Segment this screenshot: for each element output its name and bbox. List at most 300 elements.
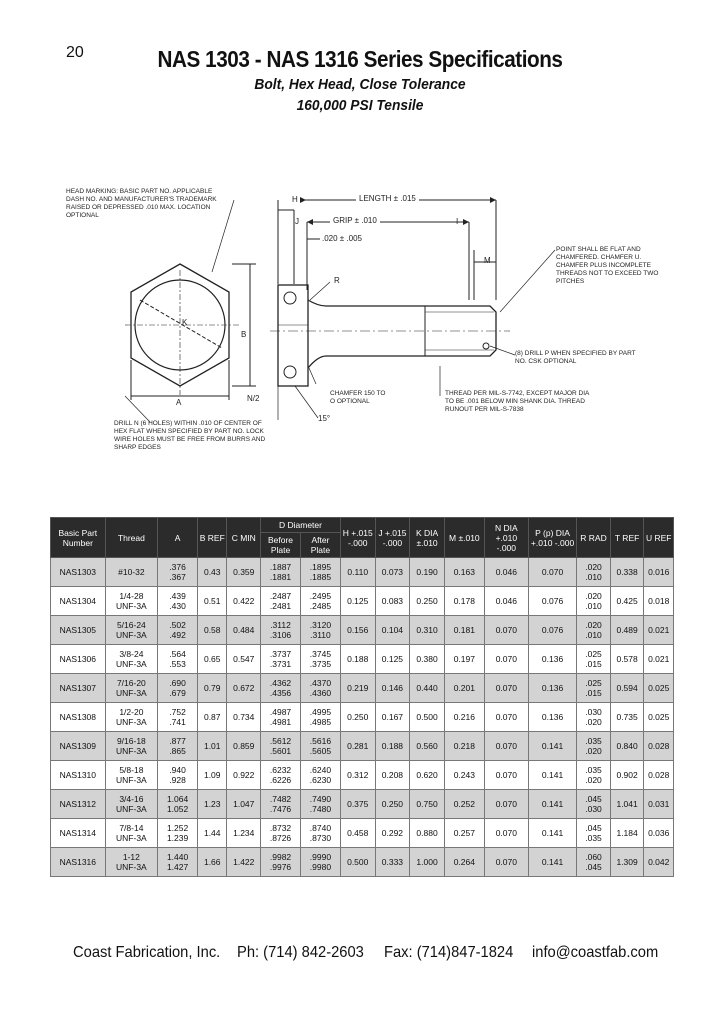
header-k: K DIA ±.010 bbox=[410, 518, 445, 558]
cell-c-value: 1.234 bbox=[233, 828, 255, 838]
cell-d-before bbox=[261, 558, 301, 587]
cell-r-value: .020 bbox=[585, 562, 602, 572]
cell-j-value: 0.333 bbox=[381, 857, 404, 867]
cell-j-value: 0.188 bbox=[381, 741, 404, 751]
cell-d-before-value: .4981 bbox=[269, 717, 292, 727]
cell-h-value: 0.125 bbox=[347, 596, 369, 606]
header-p: P (p) DIA +.010 -.000 bbox=[528, 518, 576, 558]
cell-part-number-value: NAS1310 bbox=[59, 770, 96, 780]
cell-thread-value: 7/8-14 bbox=[119, 823, 144, 833]
cell-thread-value: UNF-3A bbox=[116, 630, 147, 640]
cell-d-before-value: .1887 bbox=[269, 562, 292, 572]
cell-j-value: 0.292 bbox=[381, 828, 404, 838]
cell-c-value: 1.422 bbox=[233, 857, 255, 867]
drill-n-note: DRILL N (6 HOLES) WITHIN .010 OF CENTER OF HEX FLAT WHEN SPECIFIED BY PART NO. LOCK WIRE HOLES MUST BE FREE FROM BURRS AND SHARP EDGES bbox=[114, 420, 266, 451]
cell-a bbox=[158, 587, 198, 616]
cell-k-value: 1.000 bbox=[416, 857, 438, 867]
cell-d-after-value: .1885 bbox=[309, 572, 332, 582]
cell-a bbox=[158, 616, 198, 645]
cell-u bbox=[644, 732, 674, 761]
cell-c bbox=[227, 819, 261, 848]
cell-u-value: 0.028 bbox=[648, 770, 670, 780]
cell-thread-value: 5/8-18 bbox=[119, 765, 144, 775]
cell-a-value: .928 bbox=[169, 775, 186, 785]
cell-r-value: .035 bbox=[585, 833, 602, 843]
cell-r-value: .020 bbox=[585, 620, 602, 630]
cell-p-value: 0.141 bbox=[541, 770, 564, 780]
cell-r-value: .025 bbox=[585, 649, 602, 659]
table-row bbox=[51, 819, 674, 848]
table-row bbox=[51, 761, 674, 790]
cell-t bbox=[610, 703, 644, 732]
cell-d-before-value: .9982 bbox=[269, 852, 292, 862]
cell-h-value: 0.156 bbox=[347, 625, 369, 635]
cell-n-value: 0.070 bbox=[495, 799, 517, 809]
cell-k-value: 0.250 bbox=[416, 596, 438, 606]
cell-d-before-value: .7476 bbox=[269, 804, 292, 814]
cell-r-value: .020 bbox=[585, 591, 602, 601]
cell-b-value: 0.87 bbox=[203, 712, 221, 722]
cell-m bbox=[444, 703, 484, 732]
cell-d-after-value: .4995 bbox=[309, 707, 332, 717]
point-note: POINT SHALL BE FLAT AND CHAMFERED. CHAMFER U. CHAMFER PLUS INCOMPLETE THREADS NOT TO EXCEED TWO PITCHES bbox=[556, 246, 659, 285]
cell-a-value: .679 bbox=[169, 688, 186, 698]
cell-thread-value: 9/16-18 bbox=[116, 736, 146, 746]
cell-thread bbox=[105, 732, 158, 761]
cell-j-value: 0.250 bbox=[381, 799, 404, 809]
cell-part-number bbox=[51, 703, 106, 732]
cell-m-value: 0.216 bbox=[453, 712, 475, 722]
cell-r-value: .010 bbox=[585, 601, 602, 611]
header-j: J +.015 -.000 bbox=[375, 518, 410, 558]
cell-m bbox=[444, 587, 484, 616]
cell-j bbox=[375, 703, 410, 732]
cell-b-value: 0.58 bbox=[203, 625, 221, 635]
header-r: R RAD bbox=[577, 518, 611, 558]
header-b: B REF bbox=[198, 518, 227, 558]
cell-part-number bbox=[51, 645, 106, 674]
cell-d-before bbox=[261, 674, 301, 703]
cell-d-after bbox=[300, 616, 340, 645]
cell-thread-value: 1/4-28 bbox=[119, 591, 144, 601]
cell-u-value: 0.016 bbox=[648, 567, 670, 577]
cell-t bbox=[610, 587, 644, 616]
cell-part-number bbox=[51, 587, 106, 616]
cell-m bbox=[444, 761, 484, 790]
table-row bbox=[51, 558, 674, 587]
cell-d-after bbox=[300, 790, 340, 819]
cell-a-value: 1.239 bbox=[166, 833, 189, 843]
cell-thread-value: 1/2-20 bbox=[119, 707, 144, 717]
cell-t bbox=[610, 645, 644, 674]
cell-h-value: 0.375 bbox=[347, 799, 369, 809]
label-h: H bbox=[292, 195, 298, 204]
cell-b bbox=[198, 587, 227, 616]
cell-j-value: 0.125 bbox=[381, 654, 404, 664]
cell-j-value: 0.208 bbox=[381, 770, 404, 780]
cell-p bbox=[528, 703, 576, 732]
table-row bbox=[51, 616, 674, 645]
cell-a-value: .502 bbox=[169, 620, 186, 630]
cell-c-value: 0.422 bbox=[233, 596, 255, 606]
cell-a-value: 1.252 bbox=[166, 823, 189, 833]
cell-n bbox=[484, 674, 528, 703]
cell-b-value: 1.23 bbox=[203, 799, 221, 809]
cell-a bbox=[158, 645, 198, 674]
cell-t-value: 0.594 bbox=[616, 683, 638, 693]
cell-d-before-value: .1881 bbox=[269, 572, 292, 582]
cell-c-value: 0.359 bbox=[233, 567, 255, 577]
cell-part-number-value: NAS1314 bbox=[59, 828, 96, 838]
cell-k bbox=[410, 732, 445, 761]
cell-thread-value: UNF-3A bbox=[116, 601, 147, 611]
footer-email[interactable]: info@coastfab.com bbox=[532, 944, 659, 961]
cell-d-before bbox=[261, 703, 301, 732]
cell-part-number bbox=[51, 848, 106, 877]
cell-r bbox=[577, 674, 611, 703]
cell-k bbox=[410, 819, 445, 848]
cell-b-value: 0.51 bbox=[203, 596, 221, 606]
cell-t-value: 0.338 bbox=[616, 567, 638, 577]
cell-j-value: 0.083 bbox=[381, 596, 404, 606]
cell-d-after-value: .6230 bbox=[309, 775, 332, 785]
cell-p-value: 0.141 bbox=[541, 828, 564, 838]
cell-d-after bbox=[300, 587, 340, 616]
cell-u-value: 0.042 bbox=[648, 857, 670, 867]
table-row bbox=[51, 587, 674, 616]
cell-t bbox=[610, 819, 644, 848]
cell-n-value: 0.070 bbox=[495, 683, 517, 693]
cell-j-value: 0.146 bbox=[381, 683, 404, 693]
cell-a-value: 1.064 bbox=[166, 794, 189, 804]
cell-b-value: 0.65 bbox=[203, 654, 221, 664]
cell-thread bbox=[105, 674, 158, 703]
cell-m bbox=[444, 732, 484, 761]
footer-phone: Ph: (714) 842-2603 bbox=[237, 944, 364, 961]
cell-b-value: 1.01 bbox=[203, 741, 221, 751]
cell-a-value: .690 bbox=[169, 678, 186, 688]
cell-u bbox=[644, 819, 674, 848]
drill-p-note: (8) DRILL P WHEN SPECIFIED BY PART NO. CSK OPTIONAL bbox=[515, 350, 636, 365]
cell-part-number-value: NAS1303 bbox=[59, 567, 96, 577]
label-m: M bbox=[484, 256, 491, 265]
cell-j bbox=[375, 616, 410, 645]
cell-d-after bbox=[300, 558, 340, 587]
cell-a-value: .553 bbox=[169, 659, 186, 669]
cell-d-after-value: .4370 bbox=[309, 678, 332, 688]
cell-d-before-value: .3731 bbox=[269, 659, 292, 669]
label-j: J bbox=[295, 217, 299, 226]
cell-k-value: 0.750 bbox=[416, 799, 438, 809]
cell-d-before-value: .4987 bbox=[269, 707, 292, 717]
cell-c bbox=[227, 703, 261, 732]
cell-h bbox=[340, 558, 375, 587]
cell-c bbox=[227, 790, 261, 819]
cell-part-number-value: NAS1307 bbox=[59, 683, 96, 693]
cell-k-value: 0.190 bbox=[416, 567, 438, 577]
cell-r-value: .010 bbox=[585, 630, 602, 640]
cell-k bbox=[410, 848, 445, 877]
cell-thread bbox=[105, 703, 158, 732]
cell-thread-value: 5/16-24 bbox=[116, 620, 146, 630]
cell-m-value: 0.218 bbox=[453, 741, 475, 751]
table-row bbox=[51, 848, 674, 877]
cell-r-value: .015 bbox=[585, 659, 602, 669]
cell-part-number bbox=[51, 732, 106, 761]
cell-d-after bbox=[300, 761, 340, 790]
cell-a bbox=[158, 819, 198, 848]
cell-b bbox=[198, 732, 227, 761]
cell-d-before-value: .3112 bbox=[270, 620, 291, 630]
cell-k bbox=[410, 645, 445, 674]
chamfer-note: CHAMFER 150 TO O OPTIONAL bbox=[330, 390, 386, 405]
cell-a-value: .492 bbox=[169, 630, 186, 640]
cell-a bbox=[158, 790, 198, 819]
header-n: N DIA +.010 -.000 bbox=[484, 518, 528, 558]
cell-c-value: 0.672 bbox=[233, 683, 255, 693]
footer-company: Coast Fabrication, Inc. bbox=[73, 944, 221, 961]
cell-n bbox=[484, 703, 528, 732]
cell-a-value: .940 bbox=[169, 765, 186, 775]
cell-thread-value: UNF-3A bbox=[116, 833, 147, 843]
header-c: C MIN bbox=[227, 518, 261, 558]
cell-t bbox=[610, 761, 644, 790]
cell-k bbox=[410, 703, 445, 732]
cell-p-value: 0.136 bbox=[541, 712, 564, 722]
cell-b bbox=[198, 848, 227, 877]
cell-d-before bbox=[261, 616, 301, 645]
cell-k bbox=[410, 761, 445, 790]
cell-b-value: 0.43 bbox=[203, 567, 221, 577]
header-u: U REF bbox=[644, 518, 674, 558]
cell-thread-value: 3/4-16 bbox=[119, 794, 144, 804]
table-row bbox=[51, 645, 674, 674]
cell-j bbox=[375, 761, 410, 790]
cell-h bbox=[340, 848, 375, 877]
cell-m bbox=[444, 819, 484, 848]
cell-m-value: 0.197 bbox=[453, 654, 475, 664]
cell-r-value: .045 bbox=[585, 794, 602, 804]
header-d-after: After Plate bbox=[300, 533, 340, 558]
cell-part-number-value: NAS1316 bbox=[59, 857, 96, 867]
cell-j-value: 0.104 bbox=[381, 625, 404, 635]
cell-t-value: 1.041 bbox=[616, 799, 638, 809]
cell-k-value: 0.880 bbox=[416, 828, 438, 838]
cell-b bbox=[198, 761, 227, 790]
cell-p-value: 0.076 bbox=[541, 625, 564, 635]
cell-k-value: 0.380 bbox=[416, 654, 438, 664]
table-row bbox=[51, 703, 674, 732]
cell-u-value: 0.036 bbox=[648, 828, 670, 838]
cell-a bbox=[158, 674, 198, 703]
cell-p bbox=[528, 674, 576, 703]
head-marking-note: HEAD MARKING: BASIC PART NO. APPLICABLE DASH NO. AND MANUFACTURER'S TRADEMARK RAISED OR DEPRESSED .010 MAX. LOCATION OPTIONAL bbox=[66, 188, 217, 219]
cell-d-before bbox=[261, 819, 301, 848]
cell-c bbox=[227, 848, 261, 877]
cell-c-value: 1.047 bbox=[233, 799, 255, 809]
footer-fax: Fax: (714)847-1824 bbox=[384, 944, 514, 961]
length-dimension-label: LENGTH ± .015 bbox=[356, 194, 419, 203]
cell-a bbox=[158, 558, 198, 587]
cell-u-value: 0.025 bbox=[648, 712, 670, 722]
cell-a-value: .865 bbox=[169, 746, 186, 756]
cell-thread-value: 3/8-24 bbox=[119, 649, 144, 659]
cell-c bbox=[227, 674, 261, 703]
bolt-shank bbox=[308, 300, 496, 368]
cell-u bbox=[644, 645, 674, 674]
cell-part-number bbox=[51, 790, 106, 819]
cell-d-after-value: .8740 bbox=[309, 823, 332, 833]
cell-r bbox=[577, 761, 611, 790]
cell-p-value: 0.141 bbox=[541, 799, 564, 809]
cell-r bbox=[577, 703, 611, 732]
cell-d-after-value: .2495 bbox=[309, 591, 332, 601]
cell-part-number-value: NAS1312 bbox=[59, 799, 96, 809]
cell-part-number-value: NAS1309 bbox=[59, 741, 96, 751]
cell-u bbox=[644, 587, 674, 616]
cell-d-after bbox=[300, 848, 340, 877]
cell-b-value: 0.79 bbox=[203, 683, 221, 693]
cell-m-value: 0.252 bbox=[453, 799, 475, 809]
cell-h bbox=[340, 645, 375, 674]
cell-j bbox=[375, 558, 410, 587]
cell-u-value: 0.028 bbox=[648, 741, 670, 751]
cell-p bbox=[528, 587, 576, 616]
cell-b-value: 1.09 bbox=[203, 770, 221, 780]
header-d-before: Before Plate bbox=[261, 533, 301, 558]
cell-part-number bbox=[51, 819, 106, 848]
cell-thread-value: UNF-3A bbox=[116, 804, 147, 814]
cell-h-value: 0.219 bbox=[347, 683, 369, 693]
cell-thread-value: UNF-3A bbox=[116, 717, 147, 727]
cell-b bbox=[198, 558, 227, 587]
cell-d-after-value: .6240 bbox=[309, 765, 332, 775]
cell-part-number-value: NAS1306 bbox=[59, 654, 96, 664]
cell-c bbox=[227, 558, 261, 587]
cell-r bbox=[577, 616, 611, 645]
cell-d-before bbox=[261, 732, 301, 761]
cell-d-before-value: .5612 bbox=[269, 736, 292, 746]
cell-u-value: 0.018 bbox=[648, 596, 670, 606]
cell-t bbox=[610, 558, 644, 587]
cell-n bbox=[484, 848, 528, 877]
cell-thread bbox=[105, 848, 158, 877]
cell-d-before bbox=[261, 645, 301, 674]
cell-b-value: 1.66 bbox=[203, 857, 221, 867]
cell-m bbox=[444, 674, 484, 703]
cell-n bbox=[484, 761, 528, 790]
cell-c-value: 0.547 bbox=[233, 654, 255, 664]
cell-p bbox=[528, 558, 576, 587]
cell-n bbox=[484, 587, 528, 616]
cell-part-number bbox=[51, 674, 106, 703]
cell-a-value: 1.052 bbox=[166, 804, 189, 814]
cell-d-before-value: .3737 bbox=[269, 649, 292, 659]
cell-r bbox=[577, 819, 611, 848]
cell-p-value: 0.136 bbox=[541, 654, 564, 664]
cell-k-value: 0.620 bbox=[416, 770, 438, 780]
cell-d-before bbox=[261, 848, 301, 877]
cell-h bbox=[340, 732, 375, 761]
cell-n bbox=[484, 645, 528, 674]
cell-h bbox=[340, 819, 375, 848]
cell-n bbox=[484, 558, 528, 587]
cell-d-after-value: .3110 bbox=[310, 630, 331, 640]
cell-j bbox=[375, 790, 410, 819]
cell-d-after-value: .5616 bbox=[309, 736, 332, 746]
cell-a-value: .877 bbox=[169, 736, 186, 746]
cell-d-after-value: .7490 bbox=[309, 794, 332, 804]
cell-k-value: 0.440 bbox=[416, 683, 438, 693]
cell-c-value: 0.734 bbox=[233, 712, 255, 722]
cell-r-value: .020 bbox=[585, 775, 602, 785]
cell-t bbox=[610, 616, 644, 645]
cell-d-after bbox=[300, 674, 340, 703]
cell-k bbox=[410, 587, 445, 616]
cell-t-value: 0.735 bbox=[616, 712, 638, 722]
cell-a-value: .439 bbox=[169, 591, 186, 601]
cell-part-number-value: NAS1308 bbox=[59, 712, 96, 722]
cell-d-before-value: .4362 bbox=[269, 678, 292, 688]
cell-thread-value: #10-32 bbox=[118, 567, 145, 577]
cell-h-value: 0.188 bbox=[347, 654, 369, 664]
bolt-head-side bbox=[278, 285, 308, 386]
cell-n-value: 0.070 bbox=[495, 857, 517, 867]
cell-d-before bbox=[261, 761, 301, 790]
cell-r-value: .045 bbox=[585, 862, 602, 872]
cell-m bbox=[444, 790, 484, 819]
cell-u-value: 0.031 bbox=[648, 799, 670, 809]
cell-d-after bbox=[300, 645, 340, 674]
cell-d-after-value: .3120 bbox=[309, 620, 332, 630]
cell-u bbox=[644, 703, 674, 732]
cell-p bbox=[528, 645, 576, 674]
cell-t-value: 0.902 bbox=[616, 770, 638, 780]
cell-d-after-value: .8730 bbox=[309, 833, 332, 843]
cell-p bbox=[528, 616, 576, 645]
cell-d-before-value: .4356 bbox=[269, 688, 292, 698]
cell-c bbox=[227, 761, 261, 790]
cell-k bbox=[410, 790, 445, 819]
cell-m-value: 0.178 bbox=[453, 596, 475, 606]
cell-n bbox=[484, 819, 528, 848]
cell-b bbox=[198, 819, 227, 848]
header-t: T REF bbox=[610, 518, 644, 558]
cell-m-value: 0.181 bbox=[453, 625, 475, 635]
offset-dimension-label: .020 ± .005 bbox=[322, 234, 362, 243]
cell-h bbox=[340, 761, 375, 790]
cell-thread bbox=[105, 645, 158, 674]
cell-thread-value: UNF-3A bbox=[116, 862, 147, 872]
cell-j bbox=[375, 674, 410, 703]
cell-r-value: .060 bbox=[585, 852, 602, 862]
cell-r-value: .015 bbox=[585, 688, 602, 698]
cell-m bbox=[444, 848, 484, 877]
cell-c bbox=[227, 645, 261, 674]
cell-h-value: 0.110 bbox=[347, 567, 369, 577]
cell-j bbox=[375, 819, 410, 848]
cell-t bbox=[610, 732, 644, 761]
cell-r-value: .030 bbox=[585, 707, 602, 717]
cell-c-value: 0.859 bbox=[233, 741, 255, 751]
cell-h bbox=[340, 587, 375, 616]
cell-u-value: 0.021 bbox=[648, 625, 670, 635]
cell-part-number bbox=[51, 761, 106, 790]
cell-p bbox=[528, 732, 576, 761]
label-k: K bbox=[182, 318, 188, 327]
cell-d-after bbox=[300, 819, 340, 848]
cell-a-value: .430 bbox=[169, 601, 186, 611]
